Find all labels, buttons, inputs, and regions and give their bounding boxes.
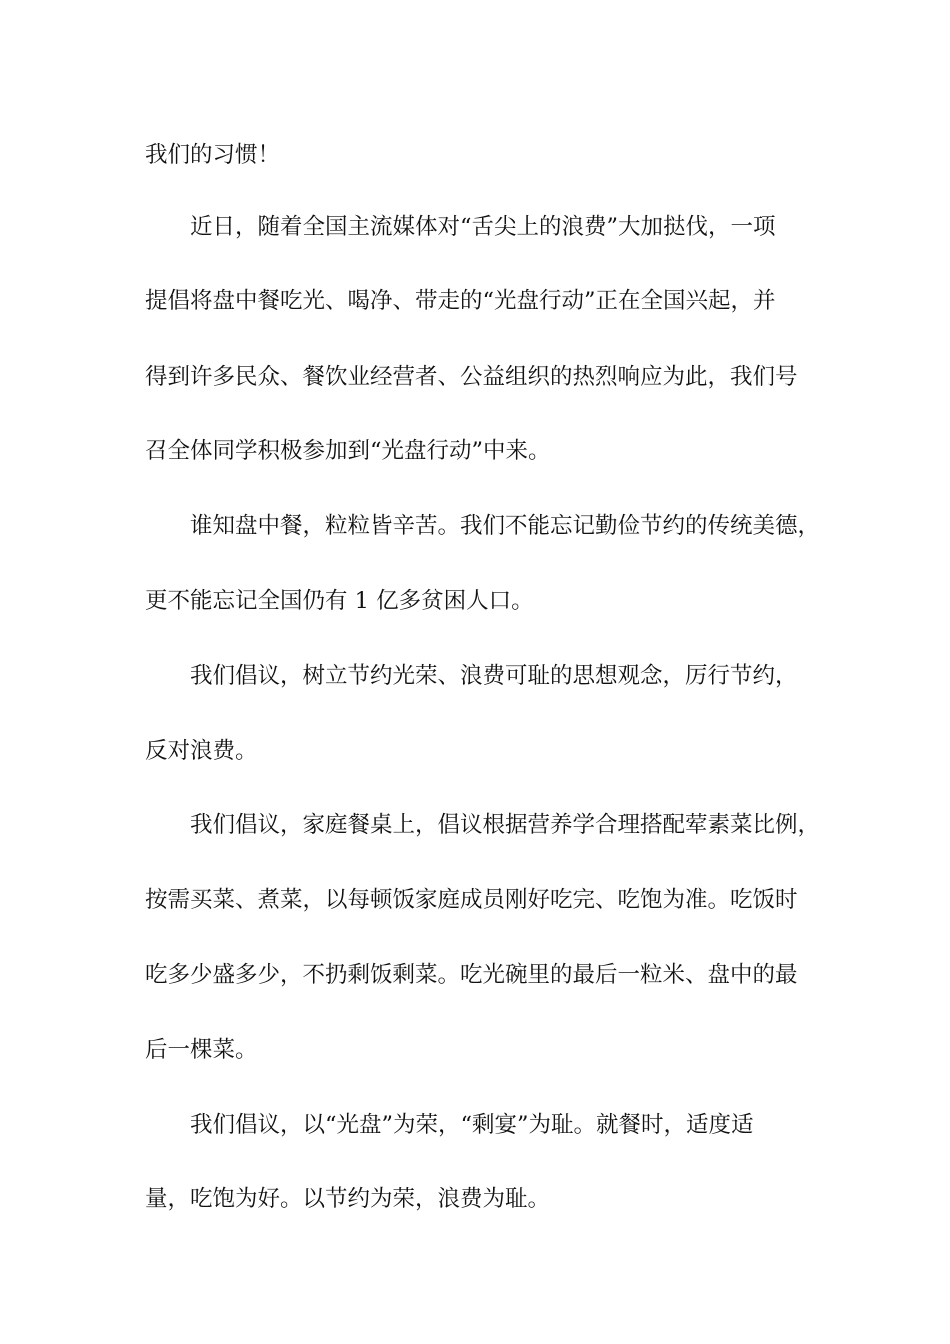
paragraph-start-line: 我们倡议，以“光盘”为荣，“剩宴”为耻。就餐时，适度适 xyxy=(145,1112,754,1138)
text-line: 提倡将盘中餐吃光、喝净、带走的“光盘行动”正在全国兴起，并 xyxy=(145,288,776,314)
text-line: 按需买菜、煮菜，以每顿饭家庭成员刚好吃完、吃饱为准。吃饭时 xyxy=(145,887,798,913)
paragraph-start-line: 谁知盘中餐，粒粒皆辛苦。我们不能忘记勤俭节约的传统美德， xyxy=(145,513,821,539)
text-line: 量，吃饱为好。以节约为荣，浪费为耻。 xyxy=(145,1186,551,1212)
text-line: 后一棵菜。 xyxy=(145,1037,258,1063)
paragraph-start-line: 我们倡议，树立节约光荣、浪费可耻的思想观念，厉行节约， xyxy=(145,663,798,689)
text-line: 反对浪费。 xyxy=(145,738,258,764)
text-line: 吃多少盛多少，不扔剩饭剩菜。吃光碗里的最后一粒米、盘中的最 xyxy=(145,962,798,988)
paragraph-start-line: 近日，随着全国主流媒体对“舌尖上的浪费”大加挞伐，一项 xyxy=(145,214,776,240)
text-line: 我们的习惯！ xyxy=(145,142,281,168)
text-line: 召全体同学积极参加到“光盘行动”中来。 xyxy=(145,438,551,464)
paragraph-start-line: 我们倡议，家庭餐桌上，倡议根据营养学合理搭配荤素菜比例， xyxy=(145,812,821,838)
text-line: 得到许多民众、餐饮业经营者、公益组织的热烈响应为此，我们号 xyxy=(145,364,798,390)
text-line: 更不能忘记全国仍有 1 亿多贫困人口。 xyxy=(145,588,534,614)
